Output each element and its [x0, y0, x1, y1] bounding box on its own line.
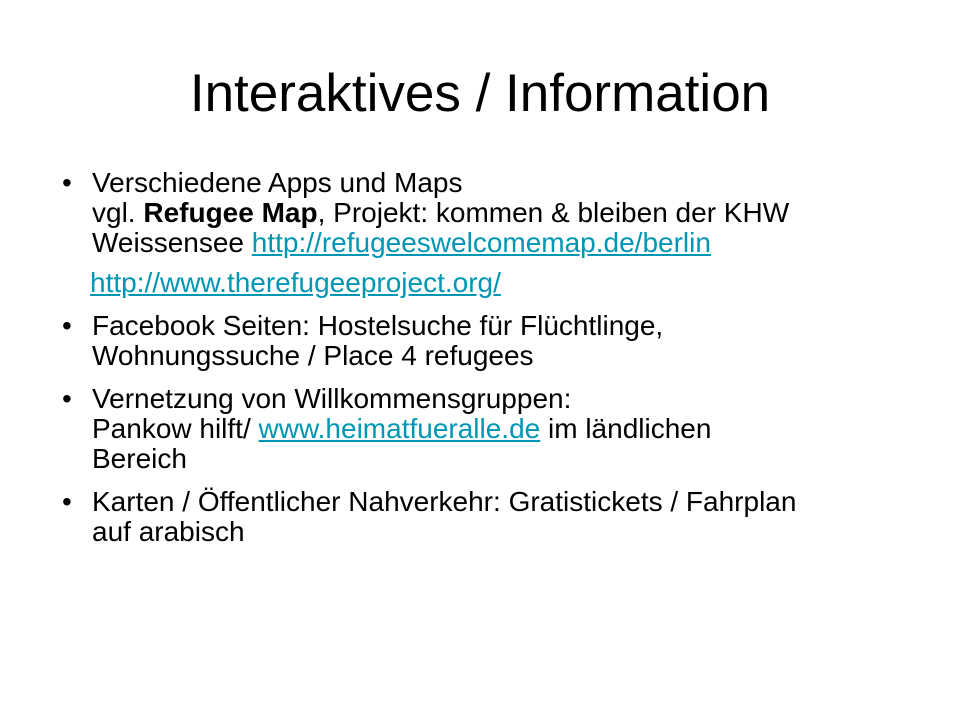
bullet-line [92, 414, 922, 444]
bullet-item-facebook [62, 311, 922, 371]
text-segment: vgl. [92, 197, 144, 228]
bullet-item-vernetzung [62, 384, 922, 474]
refugee-map-label: Refugee Map [143, 197, 318, 228]
therefugeeproject-link[interactable]: http://www.therefugeeproject.org/ [90, 267, 501, 298]
bullet-line [92, 198, 922, 228]
bullet-line: Vernetzung von Willkommensgruppen: [92, 383, 572, 414]
bullet-line: Bereich [92, 443, 187, 474]
bullet-dot: • [62, 383, 72, 414]
bullet-line [92, 228, 922, 258]
text-segment: , Projekt: kommen & bleiben der KHW [317, 197, 790, 228]
bullet-line: auf arabisch [92, 516, 245, 547]
bullet-line: Facebook Seiten: Hostelsuche für Flüchtlinge, [92, 310, 664, 341]
refugeeswelcomemap-link[interactable]: http://refugeeswelcomemap.de/berlin [251, 227, 711, 258]
text-segment: im ländlichen [540, 413, 712, 444]
text-segment: Pankow hilft/ [92, 413, 259, 444]
bullet-dot: • [62, 167, 72, 198]
bullet-line: Verschiedene Apps und Maps [92, 167, 463, 198]
bullet-list [62, 168, 922, 560]
bullet-item-karten [62, 487, 922, 547]
text-segment: Weissensee [92, 227, 252, 258]
bullet-line: Karten / Öffentlicher Nahverkehr: Gratistickets / Fahrplan [92, 486, 797, 517]
bullet-item-apps [62, 168, 922, 298]
bullet-dot: • [62, 486, 72, 517]
bullet-line: Wohnungssuche / Place 4 refugees [92, 340, 534, 371]
slide-title: Interaktives / Information [189, 64, 771, 123]
heimatfueralle-link[interactable]: www.heimatfueralle.de [258, 413, 541, 444]
bullet-dot: • [62, 310, 72, 341]
